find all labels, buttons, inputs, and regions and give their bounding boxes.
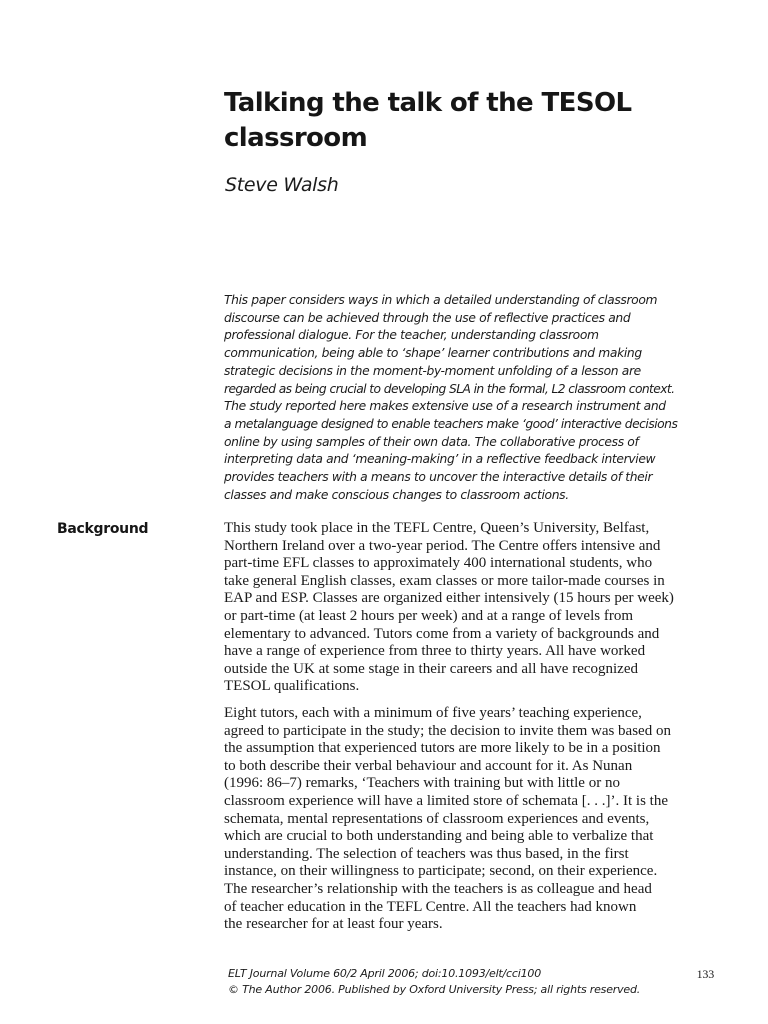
abstract-line: This paper considers ways in which a detailed understanding of classroom [224, 293, 658, 307]
abstract-line: a metalanguage designed to enable teachers make ‘good’ interactive decisions [224, 416, 678, 431]
paragraph-line: schemata, mental representations of classroom experiences and events, [224, 810, 650, 827]
section-heading-background: Background [57, 521, 149, 537]
paragraph-line: outside the UK at some stage in their careers and all have recognized [224, 660, 639, 677]
abstract-line: interpreting data and ‘meaning-making’ in a reflective feedback interview [224, 452, 656, 467]
paragraph-line: the researcher for at least four years. [224, 916, 443, 933]
journal-citation: ELT Journal Volume 60/2 April 2006; doi:10.1093/elt/cci100 [228, 967, 541, 980]
paragraph-line: (1996: 86–7) remarks, ‘Teachers with training but with little or no [224, 775, 620, 792]
abstract-line: discourse can be achieved through the use of reflective practices and [224, 310, 631, 325]
paragraph-line: or part-time (at least 2 hours per week) and at a range of levels from [224, 607, 633, 624]
abstract-line: provides teachers with a means to uncover the interactive details of their [224, 470, 653, 485]
paragraph-line: elementary to advanced. Tutors come from a variety of backgrounds and [224, 625, 660, 642]
abstract-line: online by using samples of their own data. The collaborative process of [224, 434, 639, 449]
page-number: 133 [696, 967, 714, 981]
abstract-line: strategic decisions in the moment-by-moment unfolding of a lesson are [224, 363, 641, 378]
abstract [224, 292, 716, 504]
paragraph-line: EAP and ESP. Classes are organized either intensively (15 hours per week) [224, 590, 674, 607]
paragraph-line: The researcher’s relationship with the teachers is as colleague and head [224, 880, 652, 897]
abstract-line: classes and make conscious changes to classroom actions. [224, 487, 569, 502]
abstract-line: regarded as being crucial to developing SLA in the formal, L2 classroom context. [224, 381, 675, 396]
paragraph-line: which are crucial to both understanding and being able to verbalize that [224, 828, 654, 845]
background-paragraph-1 [224, 520, 714, 696]
article-title-line-1: Talking the talk of the TESOL [224, 88, 632, 118]
paragraph-line: of teacher education in the TEFL Centre. All the teachers had known [224, 898, 637, 915]
paragraph-line: take general English classes, exam classes or more tailor-made courses in [224, 572, 665, 589]
paragraph-line: instance, on their willingness to participate; second, on their experience. [224, 863, 658, 880]
page-footer [228, 966, 714, 998]
abstract-line: The study reported here makes extensive use of a research instrument and [224, 399, 666, 414]
paragraph-line: part-time EFL classes to approximately 400 international students, who [224, 555, 653, 572]
abstract-line: communication, being able to ‘shape’ learner contributions and making [224, 346, 642, 361]
paragraph-line: Eight tutors, each with a minimum of five years’ teaching experience, [224, 705, 642, 721]
background-paragraph-2 [224, 705, 714, 934]
paragraph-line: classroom experience will have a limited store of schemata [. . .]’. It is the [224, 792, 669, 809]
paragraph-line: This study took place in the TEFL Centre, Queen’s University, Belfast, [224, 520, 650, 536]
paragraph-line: to both describe their verbal behaviour and account for it. As Nunan [224, 757, 633, 774]
paragraph-line: Northern Ireland over a two-year period. The Centre offers intensive and [224, 537, 661, 554]
paragraph-line: have a range of experience from three to thirty years. All have worked [224, 643, 646, 660]
article-title-line-2: classroom [224, 123, 368, 153]
paragraph-line: the assumption that experienced tutors are more likely to be in a position [224, 740, 661, 757]
abstract-line: professional dialogue. For the teacher, understanding classroom [224, 328, 599, 343]
article-title [224, 86, 724, 156]
copyright-notice: © The Author 2006. Published by Oxford University Press; all rights reserved. [228, 983, 641, 996]
paragraph-line: agreed to participate in the study; the decision to invite them was based on [224, 722, 671, 739]
article-author: Steve Walsh [225, 174, 339, 196]
paragraph-line: TESOL qualifications. [224, 678, 360, 695]
paragraph-line: understanding. The selection of teachers was thus based, in the first [224, 845, 629, 862]
